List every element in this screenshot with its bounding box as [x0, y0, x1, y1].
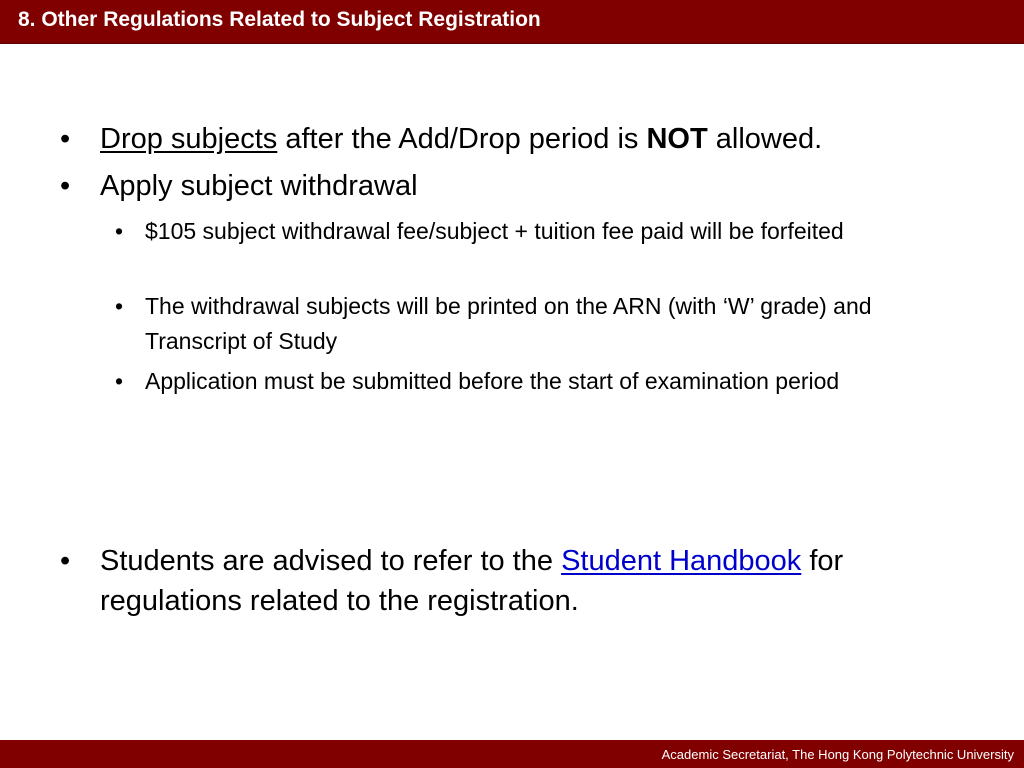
sub-bullet-text: Application must be submitted before the start of examination period — [145, 368, 840, 394]
bullet-text — [100, 541, 960, 621]
sub-bullet-text: $105 subject withdrawal fee/subject + tuition fee paid will be forfeited — [145, 218, 844, 244]
title-bar — [0, 0, 1024, 44]
bold-not: NOT — [646, 123, 708, 155]
sub-bullet-text: The withdrawal subjects will be printed on the ARN (with ‘W’ grade) and Transcript of Study — [145, 293, 872, 354]
sub-bullet-marker: • — [115, 293, 124, 319]
bullet-text — [100, 119, 960, 159]
bullet-text: Apply subject withdrawal — [100, 170, 418, 202]
bullet-text-part: Students are advised to refer to the — [100, 545, 562, 577]
footer-bar — [0, 740, 1024, 768]
sub-bullet-marker: • — [115, 368, 124, 394]
sub-bullet-marker: • — [115, 218, 124, 244]
student-handbook-link[interactable]: Student Handbook — [561, 545, 802, 577]
drop-subjects-link[interactable]: Drop subjects — [100, 123, 278, 155]
bullet-marker: • — [60, 123, 71, 155]
bullet-text-part: for regulations related to the registration. — [100, 545, 844, 617]
bullet-text-part: after the Add/Drop period is — [277, 123, 647, 155]
bullet-text-part: allowed. — [707, 123, 823, 155]
footer-text: Academic Secretariat, The Hong Kong Polytechnic University — [661, 747, 1014, 762]
bullet-marker: • — [60, 170, 71, 202]
slide-title: 8. Other Regulations Related to Subject Registration — [18, 8, 541, 31]
bullet-marker: • — [60, 545, 71, 577]
